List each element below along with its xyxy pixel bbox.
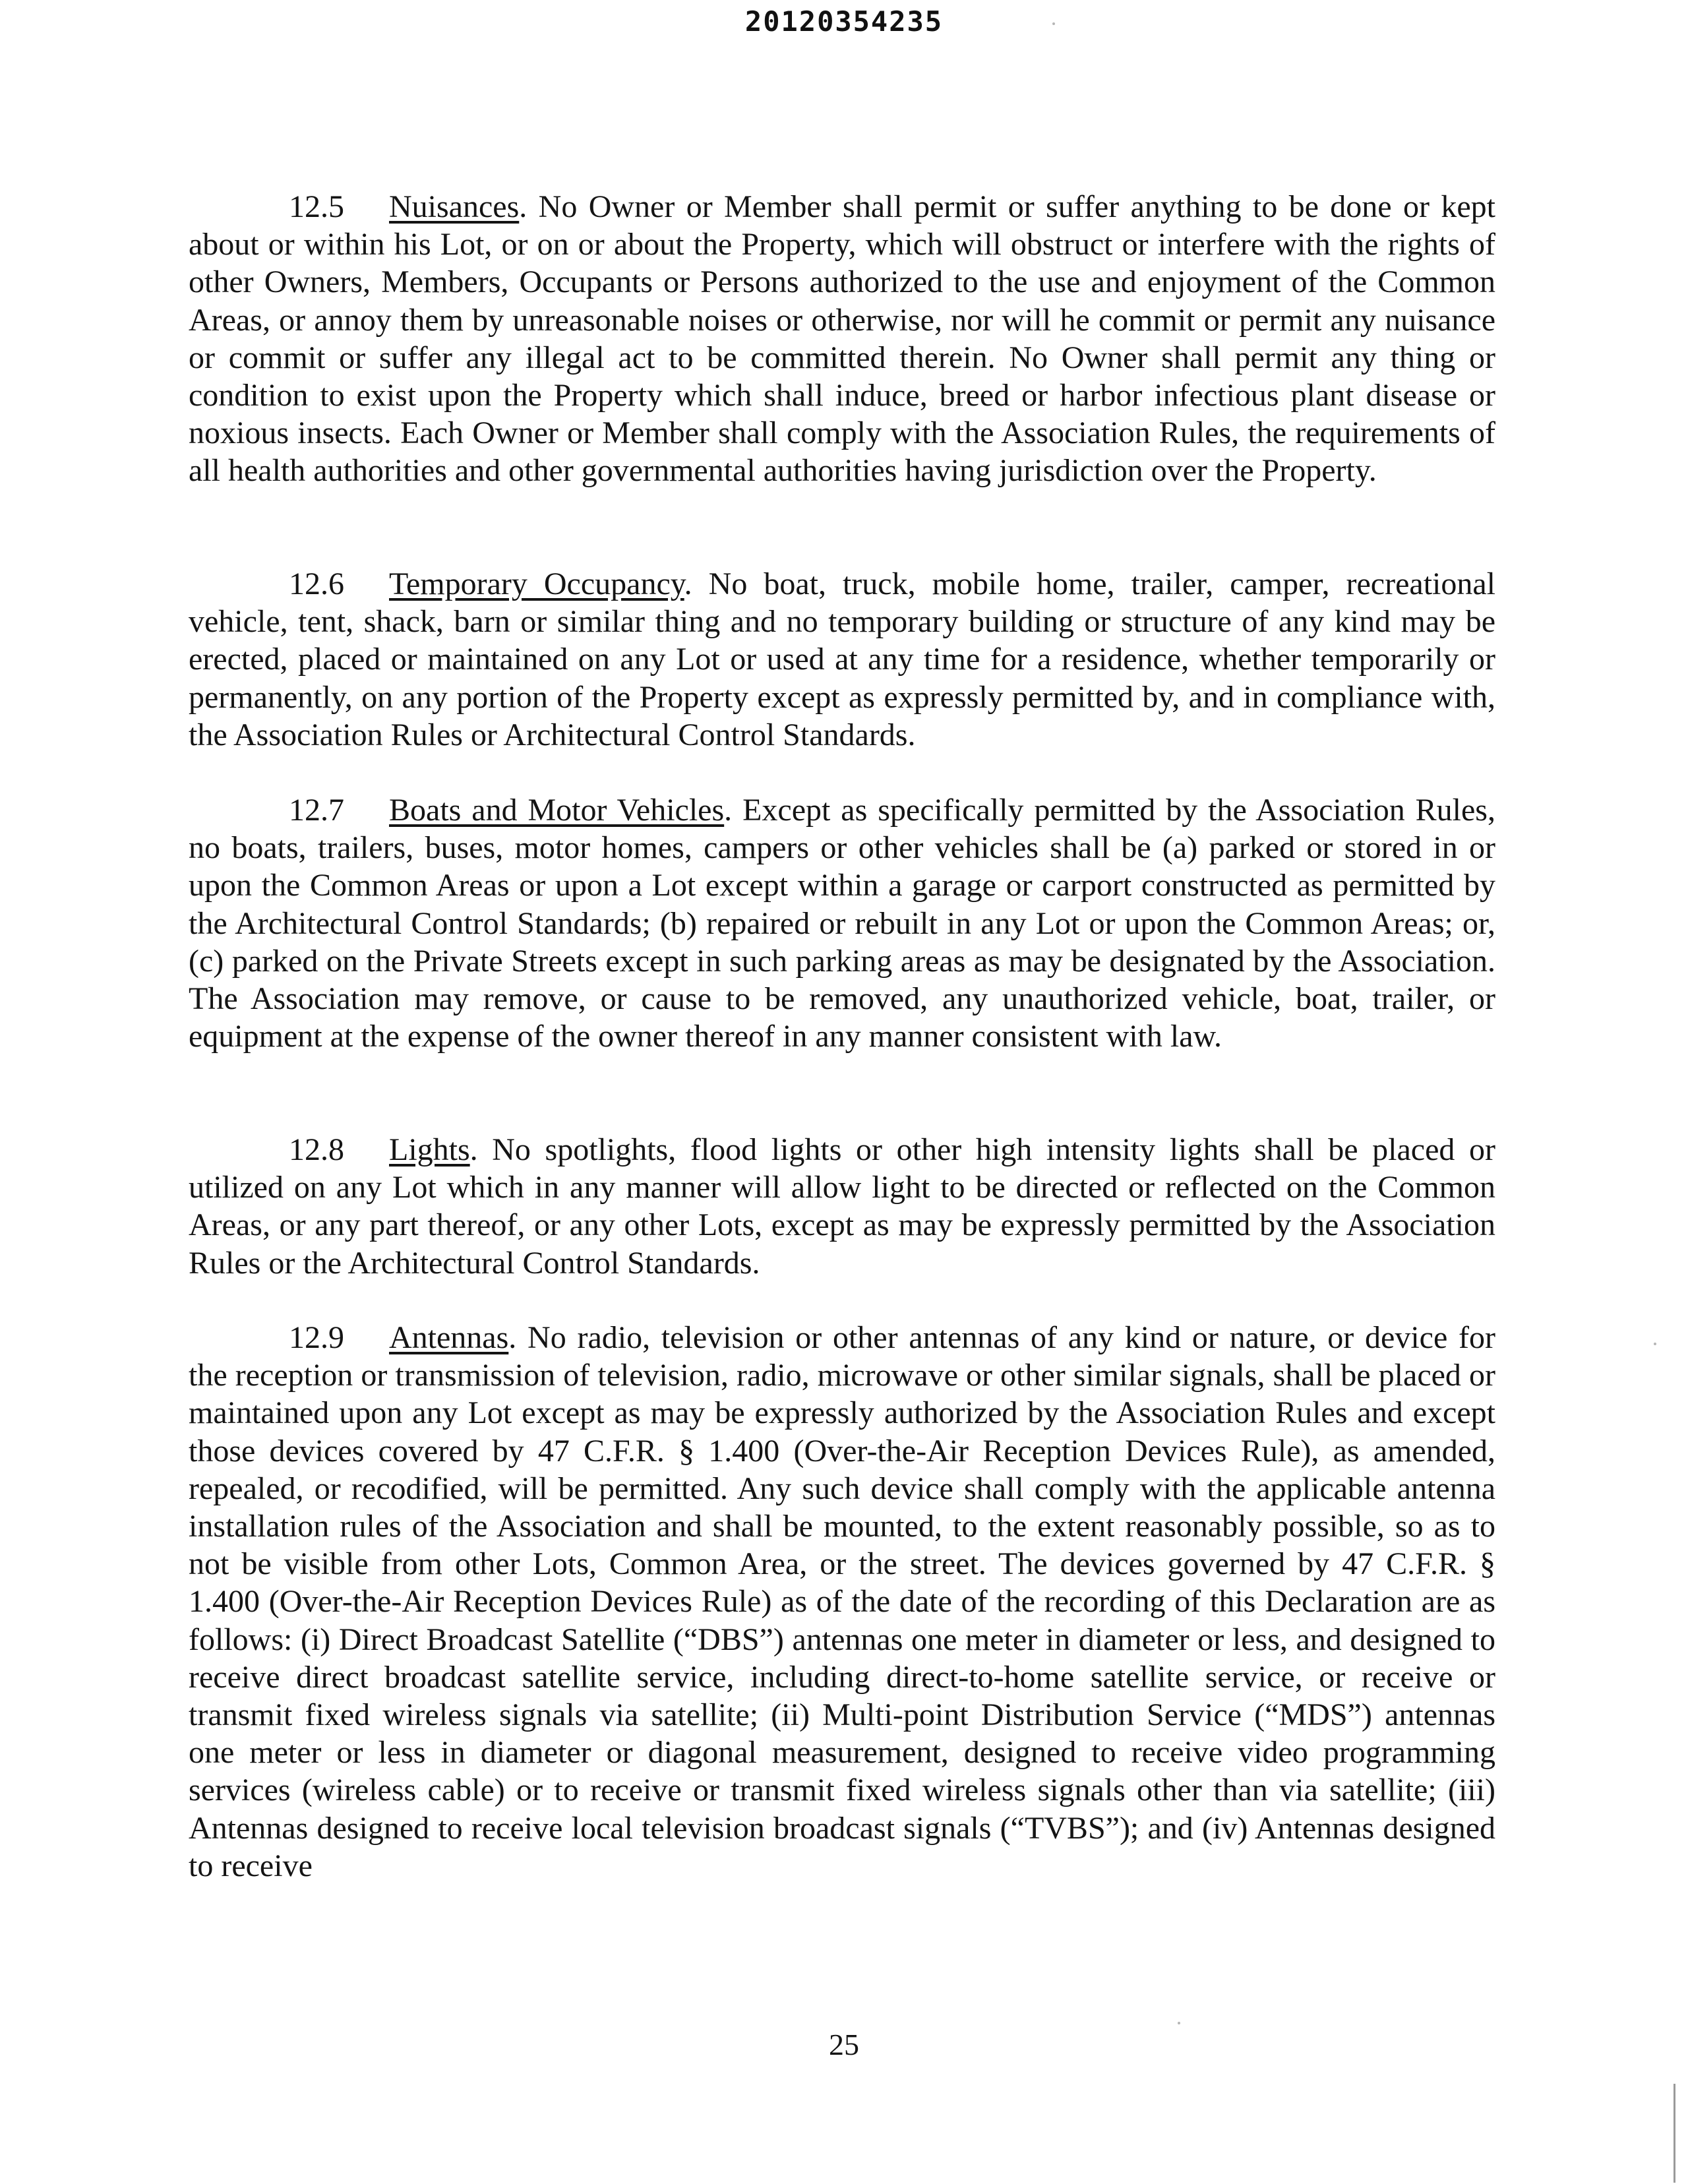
section-text: . No radio, television or other antennas of any kind or nature, or device for the reception or transmission of television, radio, microwave or other similar signals, shall be placed or maintained upon any Lot except as may be expressly authorized by the Association Rules and except those devices covered by 47 C.F.R. § 1.400 (Over-the-Air Reception Devices Rule), as amended, repealed, or recodified, will be permitted. Any such device shall comply with the applicable antenna installation rules of the Association and shall be mounted, to the extent reasonably possible, so as to not be visible from other Lots, Common Area, or the street. The devices governed by 47 C.F.R. § 1.400 (Over-the-Air Reception Devices Rule) as of the date of the recording of this Declaration are as follows: (i) Direct Broadcast Satellite (“DBS”) antennas one meter in diameter or less, and designed to receive direct broadcast satellite service, including direct-to-home satellite service, or receive or transmit fixed wireless signals via satellite; (ii) Multi-point Distribution Service (“MDS”) antennas one meter or less in diameter or diagonal measurement, designed to receive video programming services (wireless cable) or to receive or transmit fixed wireless signals other than via satellite; (iii) Antennas designed to receive local television broadcast signals (“TVBS”); and (iv) Antennas designed to receive: [189, 1320, 1495, 1883]
section-heading: Lights: [389, 1132, 470, 1167]
section-12-9: [189, 1319, 1495, 1885]
page-number: 25: [829, 2028, 859, 2061]
section-heading: Nuisances: [389, 189, 520, 224]
section-text: . Except as specifically permitted by the Association Rules, no boats, trailers, buses, motor homes, campers or other vehicles shall be (a) parked or stored in or upon the Common Areas or upon a Lot except within a garage or carport constructed as permitted by the Architectural Control Standards; (b) repaired or rebuilt in any Lot or upon the Common Areas; or, (c) parked on the Private Streets except in such parking areas as may be designated by the Association. The Association may remove, or cause to be removed, any unauthorized vehicle, boat, trailer, or equipment at the expense of the owner thereof in any manner consistent with law.: [189, 793, 1495, 1054]
section-number: 12.9: [289, 1320, 344, 1355]
scan-edge-mark: [1673, 2084, 1675, 2183]
section-number: 12.5: [289, 189, 344, 224]
section-number: 12.7: [289, 793, 344, 828]
section-number: 12.8: [289, 1132, 344, 1167]
section-text: . No boat, truck, mobile home, trailer, camper, recreational vehicle, tent, shack, barn or similar thing and no temporary building or structure of any kind may be erected, placed or maintained on any Lot or used at any time for a residence, whether temporarily or permanently, on any portion of the Property except as expressly permitted by, and in compliance with, the Association Rules or Architectural Control Standards.: [189, 566, 1496, 752]
section-heading: Boats and Motor Vehicles: [389, 793, 725, 828]
scan-speck: [1178, 2022, 1180, 2024]
section-heading: Antennas: [389, 1320, 509, 1355]
section-12-5: [189, 188, 1495, 490]
section-12-7: [189, 791, 1495, 1055]
scan-speck: [1052, 22, 1055, 25]
section-12-6: [189, 565, 1495, 754]
section-text: . No Owner or Member shall permit or suffer anything to be done or kept about or within his Lot, or on or about the Property, which will obstruct or interfere with the rights of other Owners, Members, Occupants or Persons authorized to the use and enjoyment of the Common Areas, or annoy them by unreasonable noises or otherwise, nor will he commit or permit any nuisance or commit or suffer any illegal act to be committed therein. No Owner shall permit any thing or condition to exist upon the Property which shall induce, breed or harbor infectious plant disease or noxious insects. Each Owner or Member shall comply with the Association Rules, the requirements of all health authorities and other governmental authorities having jurisdiction over the Property.: [189, 189, 1495, 489]
scan-speck: [1654, 1343, 1656, 1345]
section-text: . No spotlights, flood lights or other high intensity lights shall be placed or utilized on any Lot which in any manner will allow light to be directed or reflected on the Common Areas, or any part thereof, or any other Lots, except as may be expressly permitted by the Association Rules or the Architectural Control Standards.: [189, 1132, 1495, 1281]
section-12-8: [189, 1131, 1495, 1282]
section-number: 12.6: [289, 566, 344, 601]
document-number: 20120354235: [744, 5, 944, 38]
section-heading: Temporary Occupancy: [389, 566, 684, 601]
